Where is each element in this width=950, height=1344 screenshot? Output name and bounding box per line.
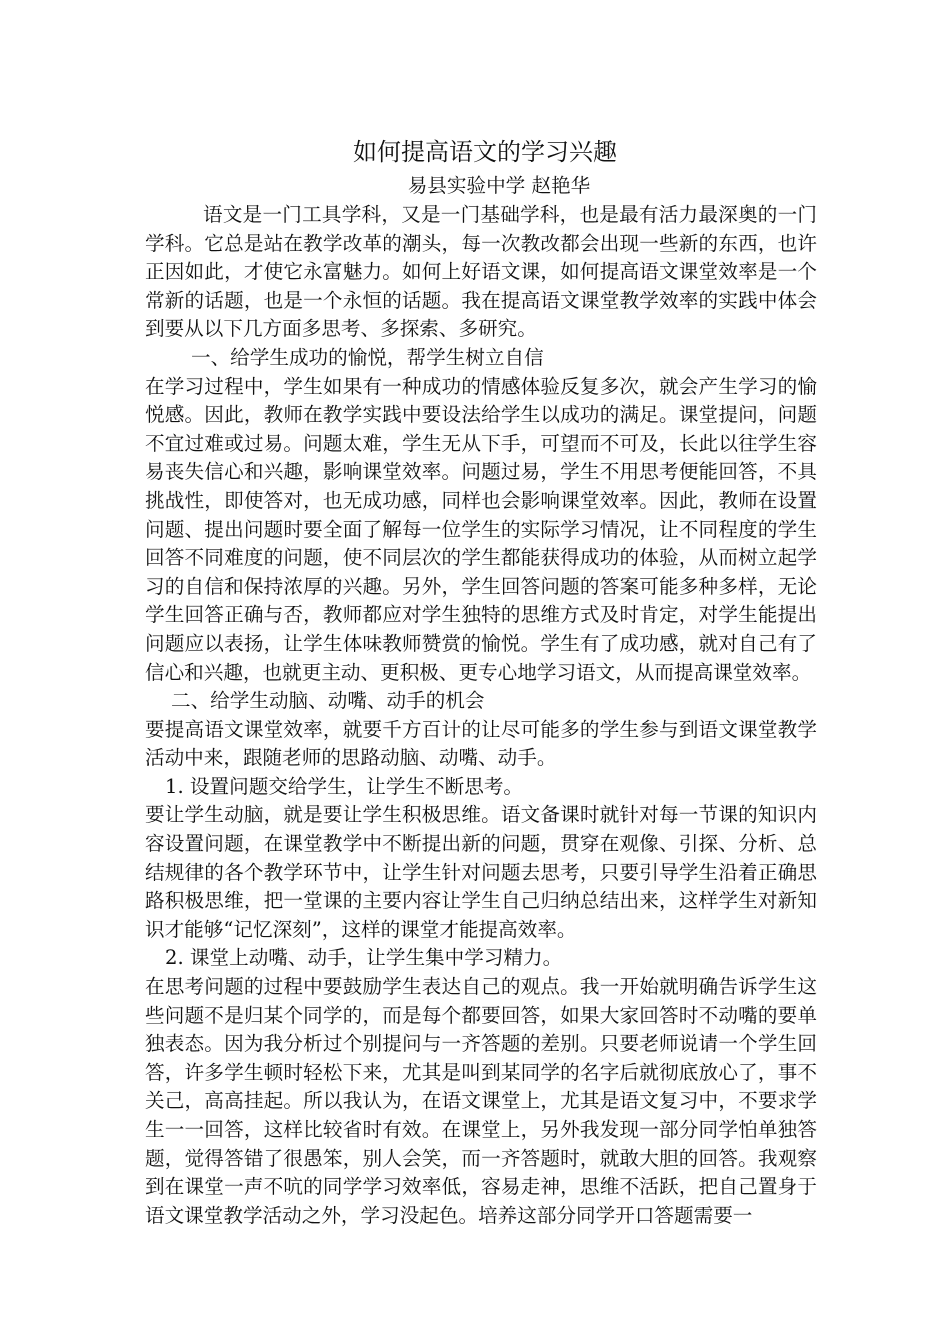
author-byline: 易县实验中学 赵艳华 [407,174,591,197]
point-1-heading: 1. 设置问题交给学生，让学生不断思考。 [165,774,524,798]
document-body [145,135,817,1230]
section-2-heading: 二、给学生动脑、动嘴、动手的机会 [171,689,485,713]
section-2-paragraph: 要提高语文课堂效率，就要千方百计的让尽可能多的学生参与到语文课堂教学活动中来，跟随老师的思路动脑、动嘴、动手。 [145,717,817,770]
section-1-paragraph: 在学习过程中，学生如果有一种成功的情感体验反复多次，就会产生学习的愉悦感。因此，教师在教学实践中要设法给学生以成功的满足。课堂提问，问题不宜过难或过易。问题太难，学生无从下手，可望而不可及，长此以往学生容易丧失信心和兴趣，影响课堂效率。问题过易，学生不用思考便能回答，不具挑战性，即使答对，也无成功感，同样也会影响课堂效率。因此，教师在设置问题、提出问题时要全面了解每一位学生的实际学习情况，让不同程度的学生回答不同难度的问题，使不同层次的学生都能获得成功的体验，从而树立起学习的自信和保持浓厚的兴趣。另外，学生回答问题的答案可能多种多样，无论学生回答正确与否，教师都应对学生独特的思维方式及时肯定，对学生能提出问题应以表扬，让学生体味教师赞赏的愉悦。学生有了成功感，就对自己有了信心和兴趣，也就更主动、更积极、更专心地学习语文，从而提高课堂效率。 [145,374,817,684]
point-1-paragraph: 要让学生动脑，就是要让学生积极思维。语文备课时就针对每一节课的知识内容设置问题，在课堂教学中不断提出新的问题，贯穿在观像、引探、分析、总结规律的各个教学环节中，让学生针对问题去思考，只要引导学生沿着正确思路积极思维，把一堂课的主要内容让学生自己归纳总结出来，这样学生对新知识才能够“记忆深刻”，这样的课堂才能提高效率。 [145,803,817,941]
section-1-heading: 一、给学生成功的愉悦，帮学生树立自信 [191,345,544,369]
intro-paragraph: 语文是一门工具学科，又是一门基础学科，也是最有活力最深奥的一门学科。它总是站在教学改革的潮头，每一次教改都会出现一些新的东西，也许正因如此，才使它永富魅力。如何上好语文课，如何提高语文课堂效率是一个常新的话题，也是一个永恒的话题。我在提高语文课堂教学效率的实践中体会到要从以下几方面多思考、多探索、多研究。 [145,203,817,341]
point-2-paragraph: 在思考问题的过程中要鼓励学生表达自己的观点。我一开始就明确告诉学生这些问题不是归某个同学的，而是每个都要回答，如果大家回答时不动嘴的要单独表态。因为我分析过个别提问与一齐答题的差别。只要老师说请一个学生回答，许多学生顿时轻松下来，尤其是叫到某同学的名字后就彻底放心了，事不关己，高高挂起。所以我认为，在语文课堂上，尤其是语文复习中，不要求学生一一回答，这样比较省时有效。在课堂上，另外我发现一部分同学怕单独答题，觉得答错了很愚笨，别人会笑，而一齐答题时，就敢大胆的回答。我观察到在课堂一声不吭的同学学习效率低，容易走神，思维不活跃，把自己置身于语文课堂教学活动之外，学习没起色。培养这部分同学开口答题需要一 [145,975,817,1227]
point-2-heading: 2. 课堂上动嘴、动手，让学生集中学习精力。 [165,946,563,970]
document-title: 如何提高语文的学习兴趣 [353,138,617,166]
